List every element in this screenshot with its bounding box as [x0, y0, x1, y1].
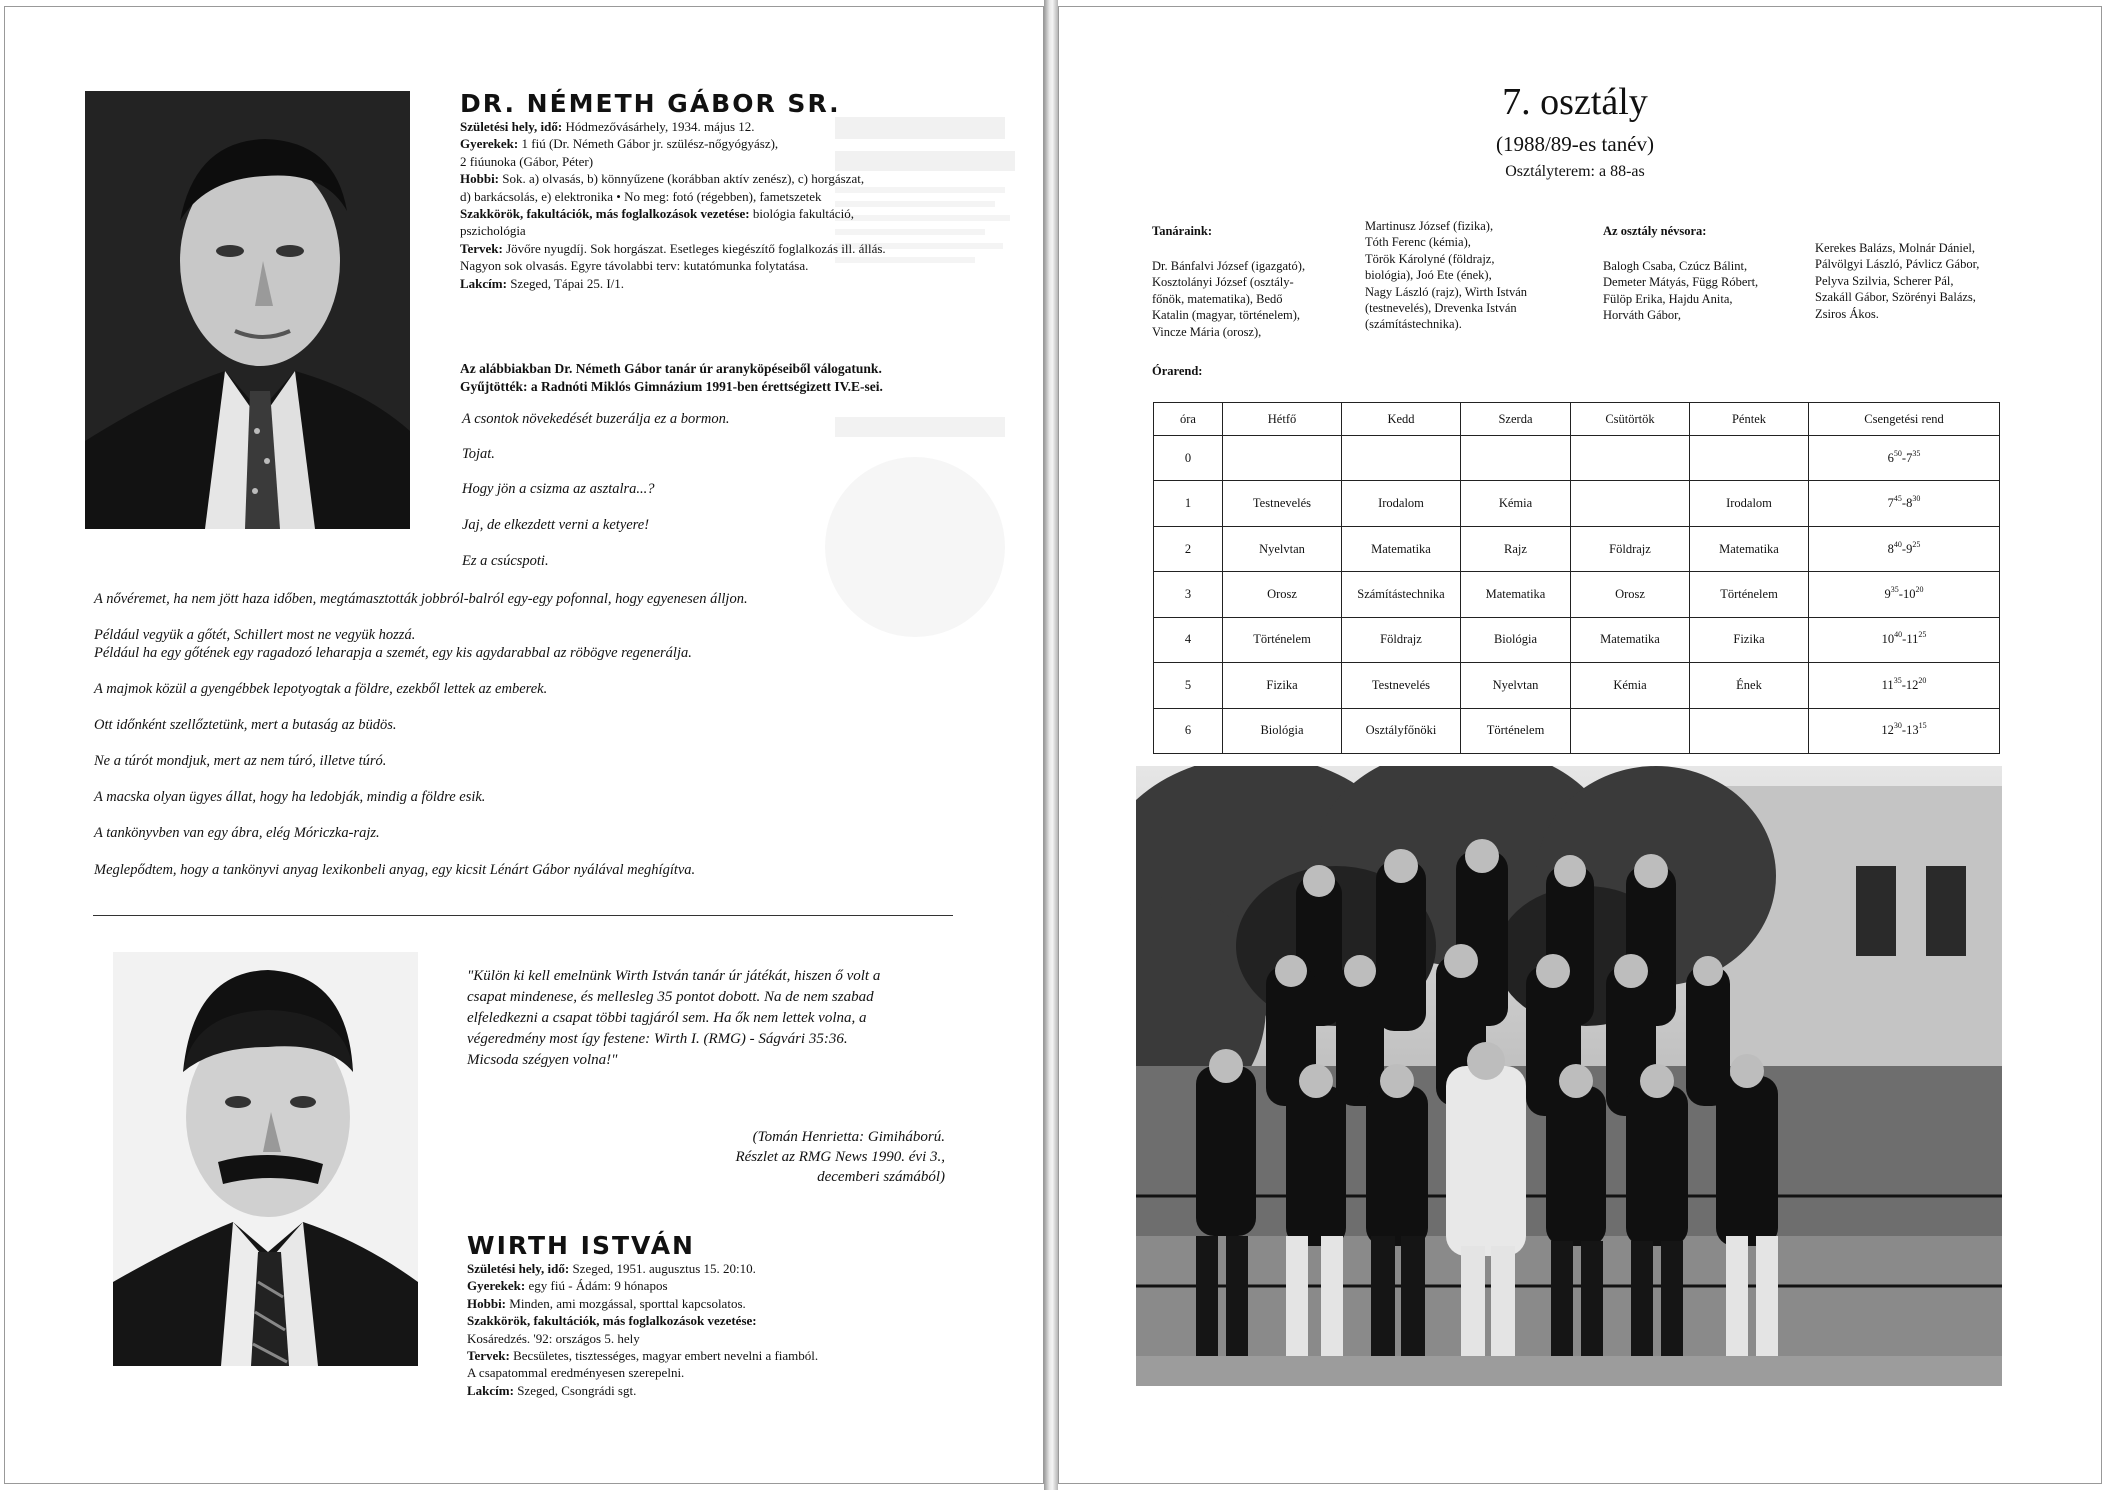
bio-line: A csapatommal eredményesen szerepelni.: [467, 1365, 685, 1381]
timetable-cell: Számítástechnika: [1342, 572, 1461, 617]
timetable-row: [1154, 481, 2000, 526]
timetable-header-row: [1154, 403, 2000, 436]
quote: Ne a túrót mondjuk, mert az nem túró, illetve túró.: [94, 753, 387, 769]
timetable-cell: [1690, 708, 1809, 753]
timetable-cell: Történelem: [1461, 708, 1571, 753]
timetable-header: óra: [1154, 403, 1223, 436]
timetable-cell: Földrajz: [1342, 617, 1461, 662]
classroom-info: Osztályterem: a 88-as: [1505, 163, 1645, 180]
quote: Ez a csúcspoti.: [462, 553, 549, 569]
period-number: 3: [1154, 572, 1223, 617]
quote: Például vegyük a gőtét, Schillert most ne vegyük hozzá.: [94, 627, 416, 643]
timetable-header: Hétfő: [1223, 403, 1342, 436]
timetable-cell: Ének: [1690, 663, 1809, 708]
period-number: 1: [1154, 481, 1223, 526]
quote: Például ha egy gőtének egy ragadozó leharapja a szemét, egy kis agydarabbal az röbögve regenerálja.: [94, 645, 692, 661]
article-excerpt: "Külön ki kell emelnünk Wirth István tanár úr játékát, hiszen ő volt a csapat mindenese, és mellesleg 35 pontot dobott. Na de nem szabad elfeledkezni a csapat többi tagjáról sem. Ha ők nem lettek volna, a végeredmény most így festene: Wirth I. (RMG) - Ságvári 35:36. Micsoda szégyen volna!": [467, 968, 881, 1068]
timetable-cell: Történelem: [1690, 572, 1809, 617]
timetable-cell: Földrajz: [1571, 526, 1690, 571]
period-number: 5: [1154, 663, 1223, 708]
timetable-cell: [1223, 436, 1342, 481]
book-gutter: [1044, 0, 1058, 1490]
quote: Meglepődtem, hogy a tankönyvi anyag lexikonbeli anyag, egy kicsit Lénárt Gábor nyálával meghígítva.: [94, 862, 696, 878]
timetable-row: [1154, 572, 2000, 617]
period-number: 2: [1154, 526, 1223, 571]
bio-line: Lakcím: Szeged, Tápai 25. I/1.: [460, 275, 625, 291]
timetable-cell: Orosz: [1571, 572, 1690, 617]
timetable-cell: Matematika: [1461, 572, 1571, 617]
bio-line: Születési hely, idő: Hódmezővásárhely, 1934. május 12.: [460, 119, 755, 134]
bio-line: Kosáredzés. '92: országos 5. hely: [467, 1330, 640, 1346]
timetable-cell: [1690, 436, 1809, 481]
timetable-cell: Nyelvtan: [1223, 526, 1342, 571]
roster-list-col1: Balogh Csaba, Czúcz Bálint, Demeter Mátyás, Függ Róbert, Fülöp Erika, Hajdu Anita, Horváth Gábor,: [1603, 259, 1759, 323]
timetable-header: Csütörtök: [1571, 403, 1690, 436]
timetable-row: [1154, 708, 2000, 753]
timetable-header: Péntek: [1690, 403, 1809, 436]
timetable-cell: [1342, 436, 1461, 481]
quote: Hogy jön a csizma az asztalra...?: [462, 481, 655, 497]
timetable-cell: Irodalom: [1342, 481, 1461, 526]
timetable-row: [1154, 436, 2000, 481]
teachers-list-col2: Martinusz József (fizika), Tóth Ferenc (kémia), Török Károlyné (földrajz, biológia), Joó Ete (ének), Nagy László (rajz), Wirth István (testnevelés), Drevenka István (számítástechnika).: [1365, 219, 1528, 332]
quote: A macska olyan ügyes állat, hogy ha ledobják, mindig a földre esik.: [94, 789, 486, 805]
timetable-row: [1154, 526, 2000, 571]
quote: Jaj, de elkezdett verni a ketyere!: [462, 517, 650, 533]
timetable-header: Csengetési rend: [1809, 403, 2000, 436]
quote: A majmok közül a gyengébbek lepotyogtak a földre, ezekből lettek az emberek.: [94, 681, 548, 697]
bio-line: Gyerekek: egy fiú - Ádám: 9 hónapos: [467, 1278, 668, 1294]
timetable-cell: Fizika: [1690, 617, 1809, 662]
quotes-intro: Az alábbiakban Dr. Németh Gábor tanár úr aranyköpéseiből válogatunk. Gyűjtötték: a Radnóti Miklós Gimnázium 1991-ben érettségizett IV.E-sei.: [460, 361, 883, 394]
timetable-label: Órarend:: [1152, 364, 1203, 378]
timetable-body: [1154, 436, 2000, 754]
class-group-photo: [1136, 766, 2002, 1386]
timetable-cell: Biológia: [1461, 617, 1571, 662]
timetable-cell: Matematika: [1342, 526, 1461, 571]
bio-line: 2 fiúunoka (Gábor, Péter): [460, 153, 594, 169]
period-number: 0: [1154, 436, 1223, 481]
timetable-cell: Testnevelés: [1223, 481, 1342, 526]
quote: Ott időnként szellőztetünk, mert a butaság az büdös.: [94, 717, 397, 733]
teachers-list-col1: Dr. Bánfalvi József (igazgató), Kosztolányi József (osztály- főnök, matematika), Bedő Katalin (magyar, történelem), Vincze Mária (orosz),: [1152, 259, 1306, 339]
quote: A nővéremet, ha nem jött haza időben, megtámasztották jobbról-balról egy-egy pofonnal, hogy egyenesen álljon.: [94, 591, 748, 607]
timetable-cell: Fizika: [1223, 663, 1342, 708]
bio-line: Nagyon sok olvasás. Egyre távolabbi terv: kutatómunka folytatása.: [460, 258, 809, 274]
bell-time: $10^{40}-11^{25}$: [1809, 617, 2000, 662]
timetable-cell: Osztályfőnöki: [1342, 708, 1461, 753]
timetable-cell: Kémia: [1571, 663, 1690, 708]
timetable-header: Kedd: [1342, 403, 1461, 436]
timetable-cell: Matematika: [1690, 526, 1809, 571]
timetable-cell: Matematika: [1571, 617, 1690, 662]
bio-line: Lakcím: Szeged, Csongrádi sgt.: [467, 1382, 637, 1398]
timetable: [1153, 402, 2000, 754]
bio-line: d) barkácsolás, e) elektronika • No meg: fotó (régebben), fametszetek: [460, 188, 822, 204]
quote: A csontok növekedését buzerálja ez a bormon.: [462, 411, 730, 427]
bell-time: $11^{35}-12^{20}$: [1809, 663, 2000, 708]
portrait-photo-nemeth: [85, 91, 410, 529]
bio-line: Hobbi: Sok. a) olvasás, b) könnyűzene (korábban aktív zenész), c) horgászat,: [460, 171, 865, 187]
bio-line: pszichológia: [460, 223, 526, 239]
timetable-row: [1154, 617, 2000, 662]
period-number: 4: [1154, 617, 1223, 662]
bio-line: Születési hely, idő: Szeged, 1951. augusztus 15. 20:10.: [467, 1261, 756, 1276]
timetable-cell: Orosz: [1223, 572, 1342, 617]
roster-label: Az osztály névsora:: [1603, 224, 1707, 238]
bell-time: $7^{45}-8^{30}$: [1809, 481, 2000, 526]
bio-line: Gyerekek: 1 fiú (Dr. Németh Gábor jr. szülész-nőgyógyász),: [460, 136, 779, 152]
portrait-photo-wirth: [113, 952, 418, 1366]
bio-line: Tervek: Becsületes, tisztességes, magyar embert nevelni a fiamból.: [467, 1348, 819, 1364]
bell-time: $12^{30}-13^{15}$: [1809, 708, 2000, 753]
teacher-bio: [460, 118, 940, 292]
section-divider: [93, 915, 953, 916]
bell-time: $9^{35}-10^{20}$: [1809, 572, 2000, 617]
bio-line: Hobbi: Minden, ami mozgással, sporttal kapcsolatos.: [467, 1295, 746, 1311]
bio-line: Szakkörök, fakultációk, más foglalkozások vezetése: biológia fakultáció,: [460, 206, 854, 222]
teachers-label: Tanáraink:: [1152, 224, 1212, 238]
timetable-cell: Irodalom: [1690, 481, 1809, 526]
timetable-cell: [1571, 481, 1690, 526]
timetable-cell: Történelem: [1223, 617, 1342, 662]
quote: Tojat.: [462, 446, 495, 462]
teacher-name-heading: DR. NÉMETH GÁBOR SR.: [460, 89, 841, 118]
teacher-bio: [467, 1260, 947, 1399]
timetable-cell: [1461, 436, 1571, 481]
timetable-cell: [1571, 708, 1690, 753]
roster-list-col2: Kerekes Balázs, Molnár Dániel, Pálvölgyi László, Pávlicz Gábor, Pelyva Szilvia, Scherer Pál, Szakáll Gábor, Szörényi Balázs, Zsiros Ákos.: [1815, 241, 1980, 321]
bio-line: Szakkörök, fakultációk, más foglalkozások vezetése:: [467, 1313, 757, 1329]
period-number: 6: [1154, 708, 1223, 753]
timetable-cell: Kémia: [1461, 481, 1571, 526]
quote: A tankönyvben van egy ábra, elég Móriczka-rajz.: [94, 825, 380, 841]
timetable-row: [1154, 663, 2000, 708]
left-page: [4, 6, 1044, 1484]
class-title: 7. osztály: [1502, 81, 1648, 123]
teacher-name-heading: WIRTH ISTVÁN: [467, 1231, 695, 1260]
timetable-cell: Rajz: [1461, 526, 1571, 571]
article-source: (Tomán Henrietta: Gimiháború. Részlet az RMG News 1990. évi 3., decemberi számából): [735, 1129, 945, 1185]
bell-time: $8^{40}-9^{25}$: [1809, 526, 2000, 571]
timetable-header: Szerda: [1461, 403, 1571, 436]
bell-time: $6^{50}-7^{35}$: [1809, 436, 2000, 481]
timetable-cell: [1571, 436, 1690, 481]
timetable-cell: Biológia: [1223, 708, 1342, 753]
timetable-cell: Nyelvtan: [1461, 663, 1571, 708]
timetable-cell: Testnevelés: [1342, 663, 1461, 708]
school-year: (1988/89-es tanév): [1495, 132, 1655, 156]
bio-line: Tervek: Jövőre nyugdíj. Sok horgászat. Esetleges kiegészítő foglalkozás ill. állás.: [460, 240, 886, 256]
